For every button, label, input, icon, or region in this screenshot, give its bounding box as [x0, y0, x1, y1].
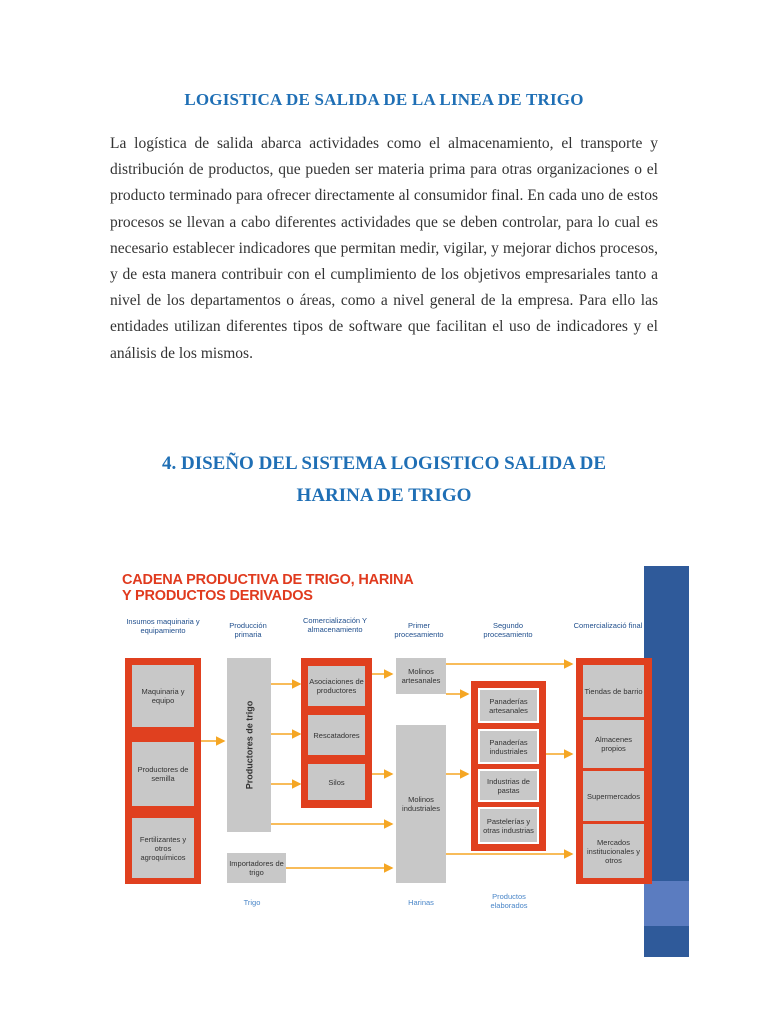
box-productores-trigo	[227, 658, 271, 832]
box-importadores: Importadores de trigo	[227, 853, 286, 883]
box-mercados-institucionales: Mercados institucionales y otros	[583, 824, 644, 878]
box-almacenes-propios: Almacenes propios	[583, 720, 644, 768]
header-segundo: Segundo procesamiento	[483, 621, 533, 639]
box-asociaciones: Asociaciones de productores	[308, 666, 365, 706]
header-produccion: Producción primaria	[229, 621, 267, 639]
box-industrias-pastas: Industrias de pastas	[478, 769, 539, 802]
box-fertilizantes: Fertilizantes y otros agroquímicos	[132, 818, 194, 878]
diagram-title-line-2: Y PRODUCTOS DERIVADOS	[122, 588, 313, 604]
box-panaderias-industriales: Panaderías industriales	[478, 729, 539, 764]
supply-chain-diagram	[94, 566, 689, 957]
productores-trigo-label: Productores de trigo	[244, 700, 255, 790]
header-insumos: Insumos maquinaria y equipamiento	[126, 617, 200, 635]
box-panaderias-artesanales: Panaderías artesanales	[478, 688, 539, 723]
decorative-side-bar-accent	[644, 881, 689, 926]
box-silos: Silos	[308, 764, 365, 800]
section-heading-line-2: HARINA DE TRIGO	[296, 485, 472, 506]
box-rescatadores: Rescatadores	[308, 715, 365, 755]
box-molinos-industriales: Molinos industriales	[396, 725, 446, 883]
footer-trigo: Trigo	[243, 898, 261, 907]
intro-paragraph: La logística de salida abarca actividades como el almacenamiento, el transporte y distribución de productos, que pueden ser materia prima para otras organizaciones o el producto terminado para ofrecer directamente al consumidor final. En cada uno de estos procesos se llevan a cabo diferentes actividades que se deben controlar, para lo cual es necesario establecer indicadores que permitan medir, vigilar, y mejorar dichos procesos, y de esta manera contribuir con el cumplimiento de los objetivos empresariales tanto a nivel de los departamentos o áreas, como a nivel general de la empresa. Para ello las entidades utilizan diferentes tipos de software que facilitan el uso de indicadores y el análisis de los mismos.	[110, 135, 658, 362]
box-maquinaria: Maquinaria y equipo	[132, 665, 194, 727]
page-title: LOGISTICA DE SALIDA DE LA LINEA DE TRIGO	[184, 90, 584, 109]
diagram-title	[122, 572, 414, 604]
header-final: Comercializació final	[573, 621, 643, 630]
box-pastelerias: Pastelerías y otras industrias	[478, 807, 539, 844]
section-heading	[0, 448, 768, 512]
box-supermercados: Supermercados	[583, 771, 644, 821]
header-primer: Primer procesamiento	[394, 621, 444, 639]
header-comercializacion: Comercialización Y almacenamiento	[302, 616, 368, 634]
section-heading-line-1: 4. DISEÑO DEL SISTEMA LOGISTICO SALIDA DE	[161, 453, 606, 474]
footer-productos: Productos elaborados	[490, 892, 528, 910]
box-molinos-artesanales: Molinos artesanales	[396, 658, 446, 694]
diagram-title-line-1: CADENA PRODUCTIVA DE TRIGO, HARINA	[122, 572, 414, 588]
box-tiendas-barrio: Tiendas de barrio	[583, 665, 644, 717]
footer-harinas: Harinas	[408, 898, 434, 907]
box-productores-semilla: Productores de semilla	[132, 742, 194, 806]
